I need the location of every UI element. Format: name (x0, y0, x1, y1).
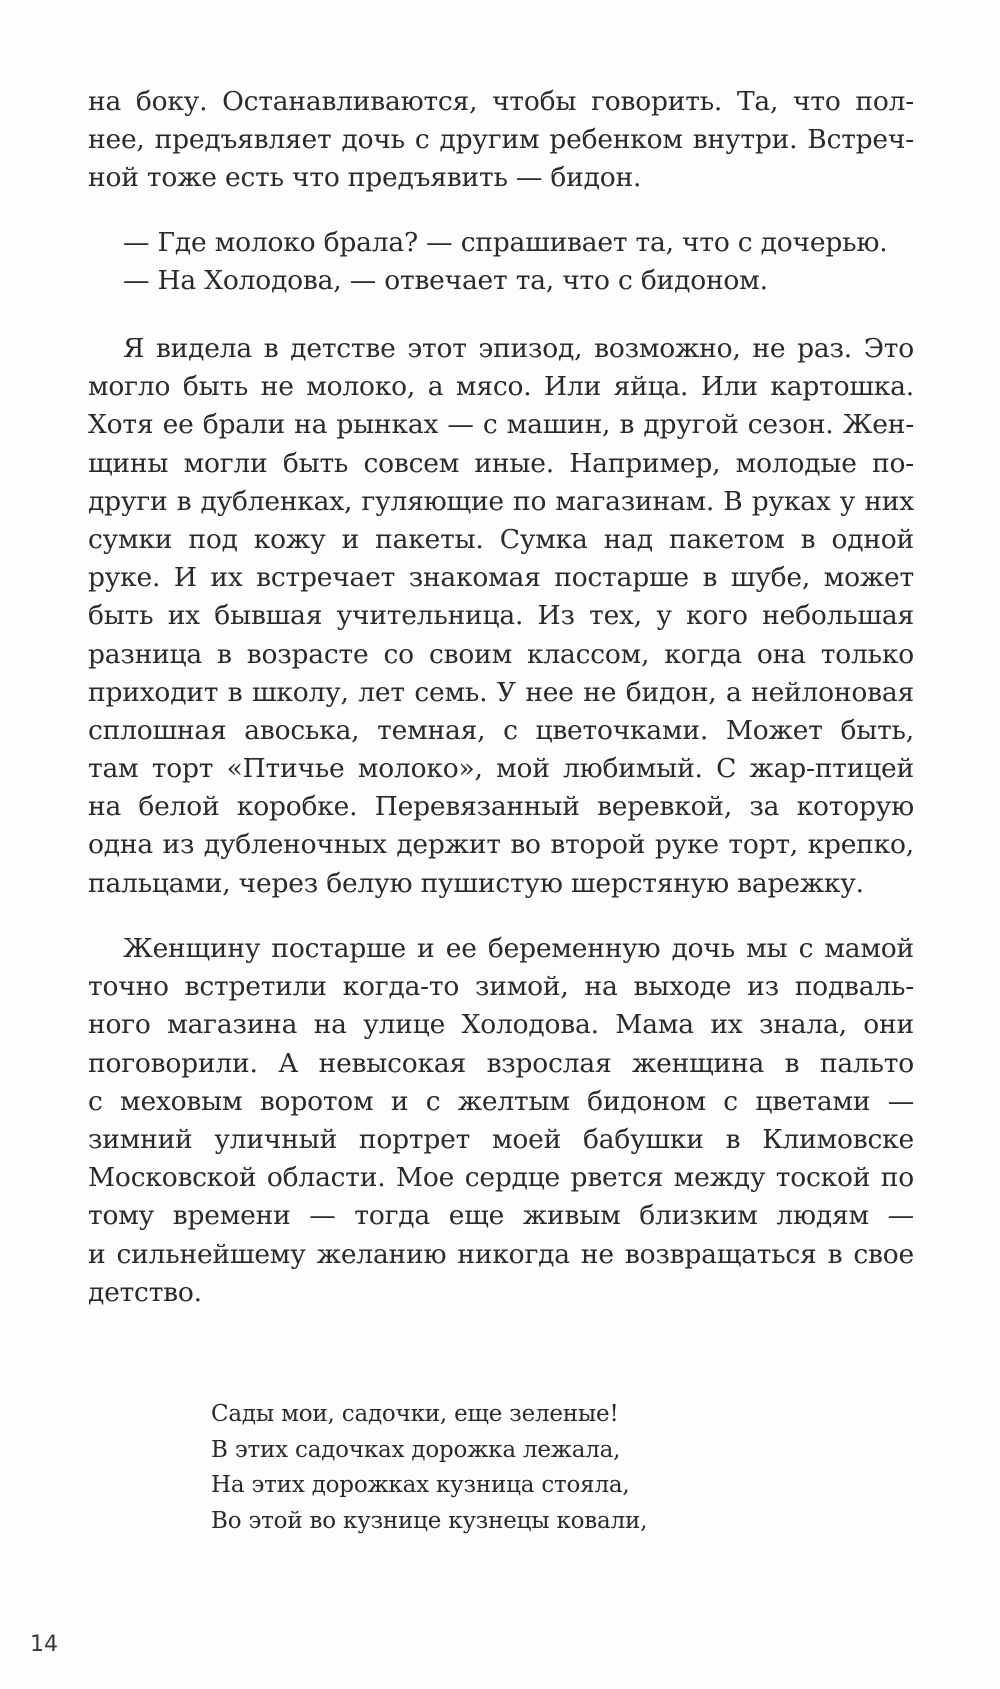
paragraph-line: зимний уличный портрет моей бабушки в Климовске (88, 1123, 914, 1155)
dialogue-line: — На Холодова, — отвечает та, что с бидоном. (123, 265, 768, 297)
paragraph-line: приходит в школу, лет семь. У нее не бидон, а нейлоновая (88, 676, 914, 708)
paragraph-line: Хотя ее брали на рынках — с машин, в другой сезон. Жен- (88, 409, 914, 441)
paragraph-line: ной тоже есть что предъявить — бидон. (88, 162, 642, 194)
paragraph-line: Женщину постарше и ее беременную дочь мы с мамой (123, 933, 914, 964)
paragraph-line: тому времени — тогда еще живым близким людям — (88, 1200, 914, 1232)
paragraph-line: пальцами, через белую пушистую шерстяную варежку. (88, 867, 864, 899)
paragraph-line: Я видела в детстве этот эпизод, возможно, не раз. Это (123, 333, 914, 364)
verse-line: Во этой во кузнице кузнецы ковали, (211, 1507, 648, 1534)
verse (211, 1397, 647, 1539)
paragraph-line: одна из дубленочных держит во второй руке торт, крепко, (88, 829, 914, 861)
paragraph-line: детство. (88, 1276, 202, 1308)
paragraph-line: разница в возрасте со своим классом, когда она только (88, 638, 914, 670)
verse-line: В этих садочках дорожка лежала, (211, 1436, 621, 1463)
paragraph-line: на белой коробке. Перевязанный веревкой, за которую (88, 791, 914, 823)
paragraph-3 (88, 930, 914, 1312)
page-number: 14 (30, 1632, 58, 1657)
paragraph-line: Московской области. Мое сердце рвется между тоской по (88, 1162, 914, 1194)
paragraph-line: други в дубленках, гуляющие по магазинам. В руках у них (88, 485, 914, 517)
paragraph-2 (88, 330, 914, 903)
paragraph-line: нее, предъявляет дочь с другим ребенком внутри. Встреч- (88, 124, 914, 156)
paragraph-line: точно встретили когда-то зимой, на выходе из подваль- (88, 971, 914, 1003)
paragraph-line: на боку. Останавливаются, чтобы говорить. Та, что пол- (88, 86, 914, 117)
verse-line: Сады мои, садочки, еще зеленые! (211, 1401, 619, 1427)
verse-line: На этих дорожках кузница стояла, (211, 1472, 630, 1498)
paragraph-line: сплошная авоська, темная, с цветочками. Может быть, (88, 714, 914, 746)
paragraph-line: и сильнейшему желанию никогда не возвращаться в свое (88, 1238, 914, 1270)
paragraph-line: там торт «Птичье молоко», мой любимый. С жар-птицей (88, 753, 914, 785)
paragraph-line: щины могли быть совсем иные. Например, молодые по- (88, 447, 914, 479)
paragraph-line: руке. И их встречает знакомая постарше в шубе, может (88, 562, 914, 594)
paragraph-line: быть их бывшая учительница. Из тех, у кого небольшая (88, 600, 914, 632)
paragraph-line: поговорили. А невысокая взрослая женщина в пальто (88, 1047, 914, 1079)
dialogue (88, 224, 914, 300)
paragraph-line: сумки под кожу и пакеты. Сумка над пакетом в одной (88, 523, 914, 555)
dialogue-line: — Где молоко брала? — спрашивает та, что с дочерью. (123, 227, 888, 258)
paragraph-line: ного магазина на улице Холодова. Мама их знала, они (88, 1009, 914, 1041)
paragraph-line: могло быть не молоко, а мясо. Или яйца. Или картошка. (88, 371, 914, 403)
paragraph-1 (88, 83, 914, 198)
paragraph-line: с меховым воротом и с желтым бидоном с цветами — (88, 1085, 914, 1117)
